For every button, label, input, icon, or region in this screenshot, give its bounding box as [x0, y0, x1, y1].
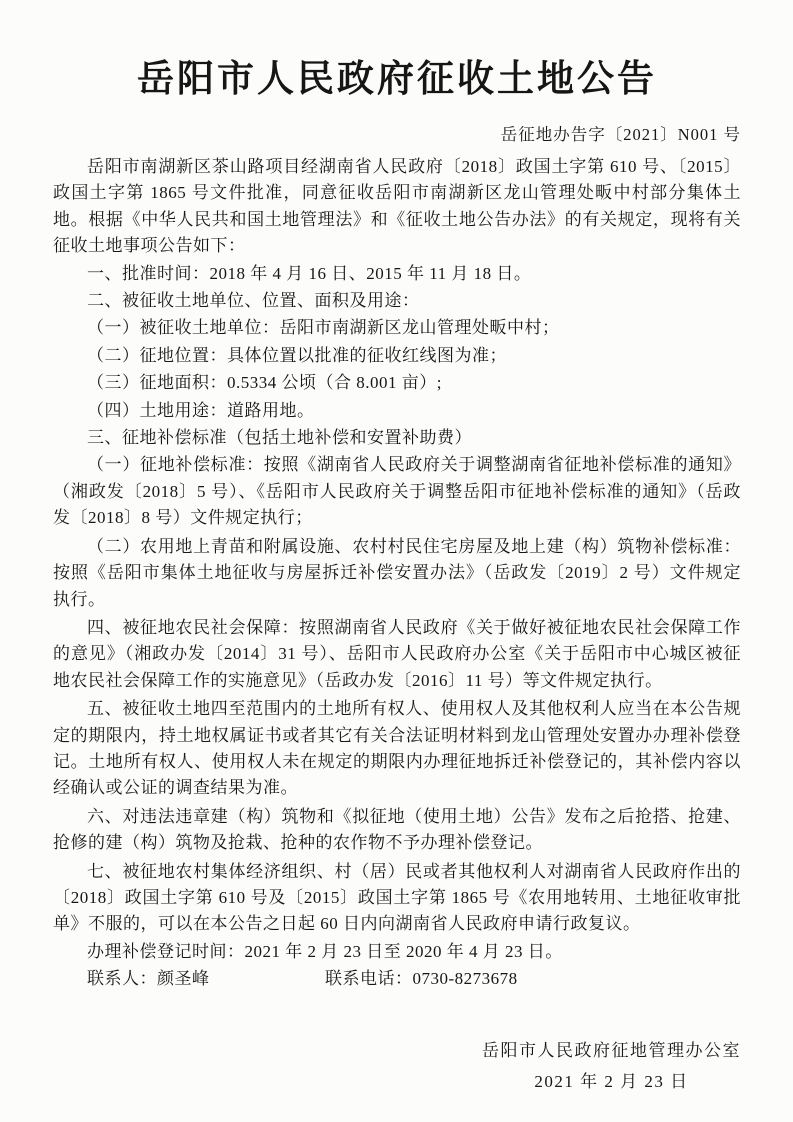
page-title: 岳阳市人民政府征收土地公告	[137, 59, 657, 100]
contact-phone-number: 0730-8273678	[412, 969, 518, 989]
contact-phone-label: 联系电话：	[325, 969, 413, 989]
issue-date: 2021 年 2 月 23 日	[534, 1072, 689, 1092]
paragraph: （二）农用地上青苗和附属设施、农村村民住宅房屋及地上建（构）筑物补偿标准：按照《岳阳市集体土地征收与房屋拆迁补偿安置办法》（岳政发〔2019〕2 号）文件规定执行。	[53, 536, 741, 609]
paragraph: 岳阳市南湖新区茶山路项目经湖南省人民政府〔2018〕政国土字第 610 号、〔2015〕政国土字第 1865 号文件批准，同意征收岳阳市南湖新区龙山管理处畈中村部分集体土地。根据《中华人民共和国土地管理法》和《征收土地公告办法》的有关规定，现将有关征收土地事项公告如下：	[53, 157, 741, 256]
paragraph: 三、征地补偿标准（包括土地补偿和安置补助费）	[87, 428, 472, 448]
signature-block	[53, 1035, 741, 1097]
contact-person-label: 联系人：	[87, 969, 157, 989]
contact-phone	[325, 966, 518, 992]
paragraph: （一）征地补偿标准：按照《湖南省人民政府关于调整湖南省征地补偿标准的通知》（湘政发〔2018〕5 号）、《岳阳市人民政府关于调整岳阳市征地补偿标准的通知》（岳政发〔2018〕8 号）文件规定执行；	[53, 455, 741, 528]
contact-row	[53, 966, 741, 993]
document-number: 岳征地办告字〔2021〕N001 号	[500, 125, 741, 144]
paragraph: 二、被征收土地单位、位置、面积及用途：	[87, 291, 420, 311]
registration-period: 办理补偿登记时间：2021 年 2 月 23 日至 2020 年 4 月 23 日。	[87, 941, 563, 961]
announcement-body	[53, 154, 741, 993]
paragraph: 六、对违法违章建（构）筑物和《拟征地（使用土地）公告》发布之后抢搭、抢建、抢修的建（构）筑物及抢栽、抢种的农作物不予办理补偿登记。	[53, 806, 741, 853]
paragraph: （三）征地面积：0.5334 公顷（合 8.001 亩）;	[87, 373, 442, 393]
paragraph: 一、批准时间：2018 年 4 月 16 日、2015 年 11 月 18 日。	[87, 263, 532, 283]
paragraph: （一）被征收土地单位：岳阳市南湖新区龙山管理处畈中村；	[87, 318, 560, 338]
paragraph: （四）土地用途：道路用地。	[87, 400, 315, 420]
paragraph: 五、被征收土地四至范围内的土地所有权人、使用权人及其他权利人应当在本公告规定的期限内，持土地权属证书或者其它有关合法证明材料到龙山管理处安置办办理补偿登记。土地所有权人、使用权人未在规定的期限内办理征地拆迁补偿登记的，其补偿内容以经确认或公证的调查结果为准。	[53, 699, 741, 798]
paragraph: （二）征地位置：具体位置以批准的征收红线图为准；	[87, 345, 507, 365]
paragraph: 七、被征地农村集体经济组织、村（居）民或者其他权利人对湖南省人民政府作出的〔2018〕政国土字第 610 号及〔2015〕政国土字第 1865 号《农用地转用、土地征收审批单》不服的，可以在本公告之日起 60 日内向湖南省人民政府申请行政复议。	[53, 861, 741, 934]
issuing-office: 岳阳市人民政府征地管理办公室	[482, 1041, 741, 1061]
paragraph: 四、被征地农民社会保障：按照湖南省人民政府《关于做好被征地农民社会保障工作的意见》（湘政办发〔2014〕31 号）、岳阳市人民政府办公室《关于岳阳市中心城区被征地农民社会保障工作的实施意见》（岳政办发〔2016〕11 号）等文件规定执行。	[53, 617, 741, 690]
contact-person-name: 颜圣峰	[157, 969, 210, 989]
